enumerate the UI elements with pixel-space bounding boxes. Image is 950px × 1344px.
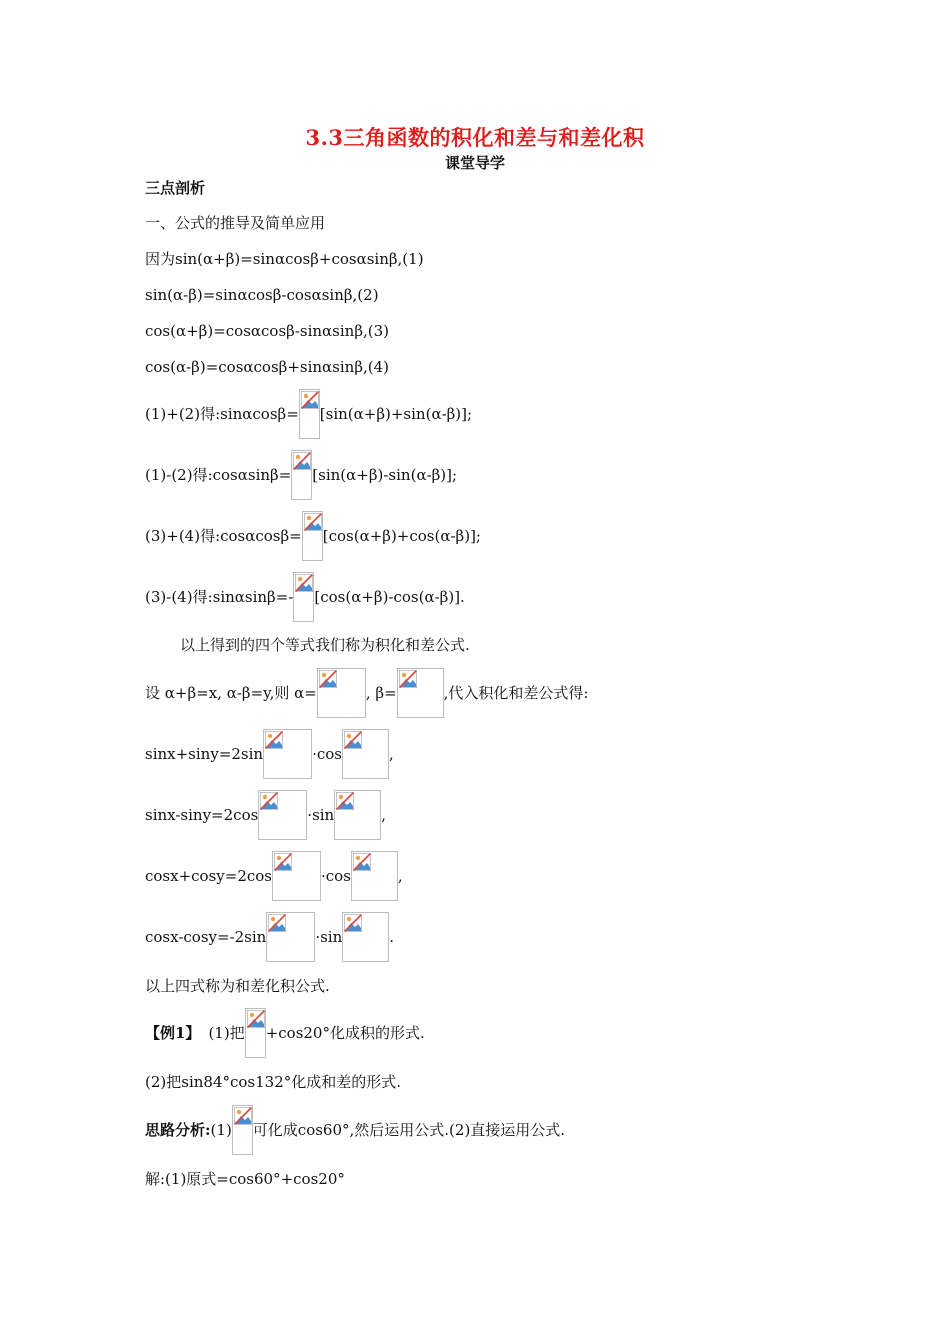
formula-end: .	[389, 928, 395, 946]
broken-image-icon	[258, 790, 307, 840]
formula-left: cosx-cosy=-2sin	[145, 928, 267, 946]
broken-image-icon	[263, 729, 312, 779]
broken-image-icon	[317, 668, 366, 718]
analysis-line	[145, 1105, 565, 1155]
formula-left: sinx+siny=2sin	[145, 745, 264, 763]
analysis-label: 思路分析:	[145, 1121, 211, 1139]
formula-left: sinx-siny=2cos	[145, 806, 259, 824]
equation-2: sin(α-β)=sinαcosβ-cosαsinβ,(2)	[145, 286, 379, 304]
example-1-b: +cos20°化成积的形式.	[265, 1024, 425, 1042]
derivation-2	[145, 450, 457, 500]
summary-sum-to-product: 以上四式称为和差化积公式.	[145, 977, 330, 995]
broken-image-icon	[351, 851, 398, 901]
derivation-3	[145, 511, 481, 561]
broken-image-icon	[302, 511, 323, 561]
broken-image-icon	[342, 912, 389, 962]
solution-line: 解:(1)原式=cos60°+cos20°	[145, 1170, 345, 1188]
broken-image-icon	[293, 572, 314, 622]
page-title: 3.3三角函数的积化和差与和差化积	[305, 125, 645, 150]
section-heading: 三点剖析	[145, 179, 206, 197]
substitution-b: , β=	[365, 684, 397, 702]
derivation-3-pre: (3)+(4)得:cosαcosβ=	[145, 527, 302, 545]
derivation-2-post: [sin(α+β)-sin(α-β)];	[312, 466, 458, 484]
formula-mid: ·sin	[315, 928, 343, 946]
example-1	[145, 1008, 425, 1058]
substitution-a: 设 α+β=x, α-β=y,则 α=	[145, 684, 317, 702]
broken-image-icon	[334, 790, 381, 840]
formula-mid: ·cos	[321, 867, 351, 885]
broken-image-icon	[291, 450, 312, 500]
broken-image-icon	[397, 668, 444, 718]
broken-image-icon	[232, 1105, 253, 1155]
derivation-4-post: [cos(α+β)-cos(α-β)].	[314, 588, 465, 606]
broken-image-icon	[299, 389, 320, 439]
formula-mid: ·sin	[307, 806, 335, 824]
sum-to-product-4	[145, 912, 394, 962]
sum-to-product-1	[145, 729, 394, 779]
page-subtitle: 课堂导学	[444, 154, 505, 172]
formula-end: ,	[397, 867, 403, 885]
broken-image-icon	[342, 729, 389, 779]
broken-image-icon	[266, 912, 315, 962]
broken-image-icon	[272, 851, 321, 901]
derivation-4	[145, 572, 465, 622]
sum-to-product-3	[145, 851, 403, 901]
derivation-1	[145, 389, 472, 439]
example-2: (2)把sin84°cos132°化成和差的形式.	[145, 1073, 402, 1091]
formula-left: cosx+cosy=2cos	[145, 867, 273, 885]
substitution-line	[145, 668, 588, 718]
example-label: 【例1】	[145, 1024, 201, 1042]
derivation-3-post: [cos(α+β)+cos(α-β)];	[322, 527, 481, 545]
derivation-2-pre: (1)-(2)得:cosαsinβ=	[145, 466, 292, 484]
substitution-c: ,代入积化和差公式得:	[443, 684, 589, 702]
sum-to-product-2	[145, 790, 386, 840]
derivation-4-pre: (3)-(4)得:sinαsinβ=-	[145, 588, 294, 606]
formula-end: ,	[381, 806, 387, 824]
analysis-b: 可化成cos60°,然后运用公式.(2)直接运用公式.	[252, 1121, 566, 1139]
formula-mid: ·cos	[312, 745, 342, 763]
derivation-1-post: [sin(α+β)+sin(α-β)];	[319, 405, 473, 423]
equation-3: cos(α+β)=cosαcosβ-sinαsinβ,(3)	[145, 322, 390, 340]
analysis-a: (1)	[210, 1121, 232, 1139]
broken-image-icon	[245, 1008, 266, 1058]
formula-end: ,	[389, 745, 394, 763]
equation-4: cos(α-β)=cosαcosβ+sinαsinβ,(4)	[145, 358, 390, 376]
equation-1: 因为sin(α+β)=sinαcosβ+cosαsinβ,(1)	[145, 250, 424, 268]
derivation-1-pre: (1)+(2)得:sinαcosβ=	[145, 405, 299, 423]
summary-product-to-sum: 以上得到的四个等式我们称为积化和差公式.	[180, 636, 470, 654]
example-1-a: (1)把	[208, 1024, 245, 1042]
part1-heading: 一、公式的推导及简单应用	[145, 214, 326, 232]
